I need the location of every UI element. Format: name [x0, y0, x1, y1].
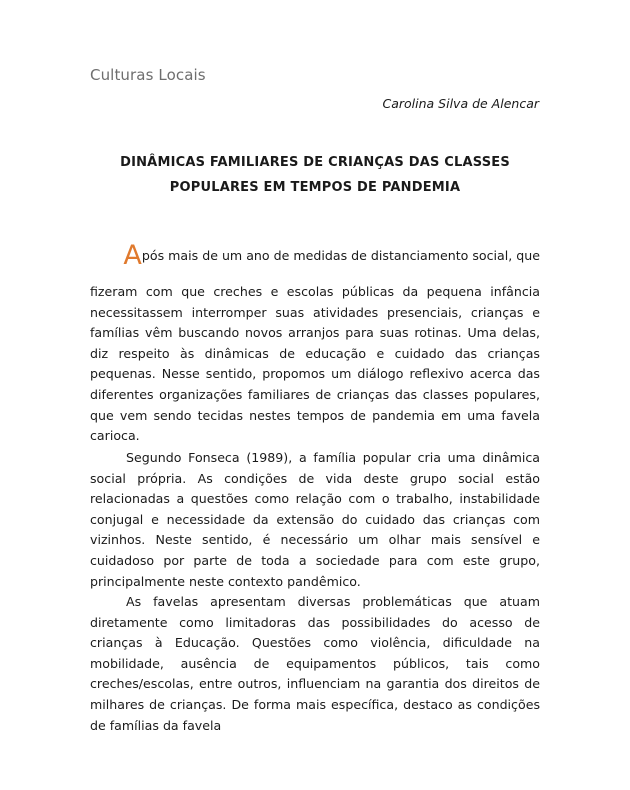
section-header: Culturas Locais: [90, 66, 206, 84]
article-title: [90, 150, 540, 200]
paragraph-1: fizeram com que creches e escolas públicas da pequena infância necessitassem interromper suas atividades presenciais, crianças e famílias vêm buscando novos arranjos para suas rotinas. Uma delas, diz respeito às dinâmicas de educação e cuidado das crianças pequenas. Nesse sentido, propomos um diálogo reflexivo acerca das diferentes organizações familiares de crianças das classes populares, que vem sendo tecidas nestes tempos de pandemia em uma favela carioca.: [90, 284, 540, 444]
title-line-2: POPULARES EM TEMPOS DE PANDEMIA: [169, 180, 461, 195]
title-line-1: DINÂMICAS FAMILIARES DE CRIANÇAS DAS CLASSES: [120, 155, 510, 170]
drop-cap: A: [123, 240, 142, 271]
first-line-text: pós mais de um ano de medidas de distanciamento social, que: [141, 248, 540, 263]
author-name: Carolina Silva de Alencar: [382, 96, 539, 111]
first-line: [90, 242, 540, 269]
paragraph-2: Segundo Fonseca (1989), a família popular cria uma dinâmica social própria. As condições de vida deste grupo social estão relacionadas a questões como relação com o trabalho, instabilidade conjugal e necessidade da extensão do cuidado das crianças com vizinhos. Neste sentido, é necessário um olhar mais sensível e cuidadoso por parte de toda a sociedade para com este grupo, principalmente neste contexto pandêmico.: [90, 450, 540, 589]
paragraph-3: As favelas apresentam diversas problemáticas que atuam diretamente como limitadoras das possibilidades do acesso de crianças à Educação. Questões como violência, dificuldade na mobilidade, ausência de equipamentos públicos, tais como creches/escolas, entre outros, influenciam na garantia dos direitos de milhares de crianças. De forma mais específica, destaco as condições de famílias da favela: [90, 594, 540, 733]
